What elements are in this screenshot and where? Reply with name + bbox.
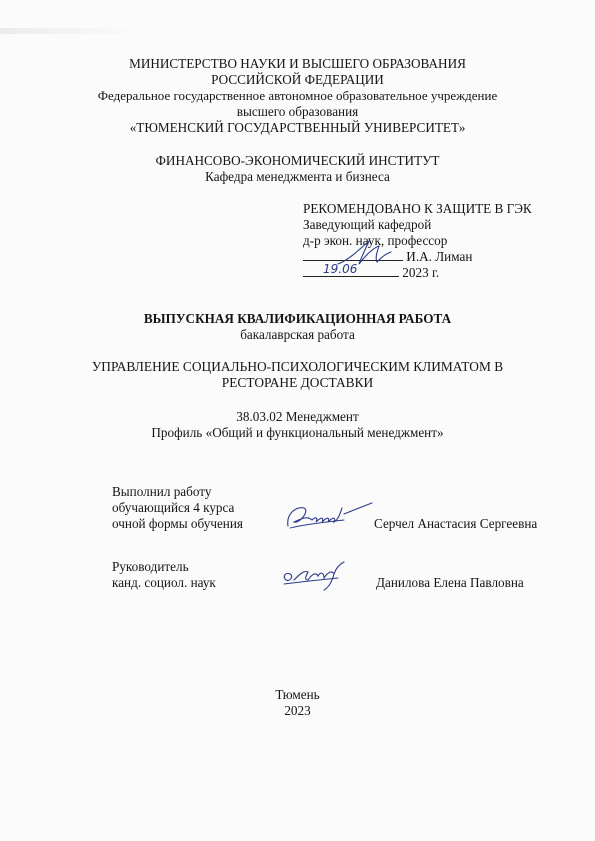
approval-role: Заведующий кафедрой [303, 217, 432, 232]
approval-date-handwritten: 19.06 [323, 262, 358, 276]
approval-title: РЕКОМЕНДОВАНО К ЗАЩИТЕ В ГЭК [303, 201, 532, 216]
approval-year: 2023 г. [402, 265, 440, 280]
approval-name: И.А. Лиман [406, 249, 473, 264]
supervisor-signature-icon [278, 558, 358, 592]
ministry-line-2: РОССИЙСКОЙ ФЕДЕРАЦИИ [211, 72, 384, 87]
ministry-line-1: МИНИСТЕРСТВО НАУКИ И ВЫСШЕГО ОБРАЗОВАНИЯ [129, 56, 466, 71]
author-label-3: очной формы обучения [112, 516, 243, 531]
supervisor-label-2: канд. социол. наук [112, 575, 216, 590]
approval-degree: д-р экон. наук, профессор [303, 233, 448, 248]
head-signature-icon [335, 238, 393, 268]
year: 2023 [284, 703, 311, 718]
work-title-line-2: РЕСТОРАНЕ ДОСТАВКИ [221, 375, 374, 390]
author-label-1: Выполнил работу [112, 484, 212, 499]
date-blank [303, 276, 399, 277]
work-type: ВЫПУСКНАЯ КВАЛИФИКАЦИОННАЯ РАБОТА [143, 311, 452, 326]
institute-name: ФИНАНСОВО-ЭКОНОМИЧЕСКИЙ ИНСТИТУТ [155, 153, 440, 168]
city: Тюмень [275, 687, 320, 702]
author-name: Серчел Анастасия Сергеевна [374, 516, 538, 531]
scan-artifact [0, 28, 140, 34]
author-signature-icon [282, 500, 374, 532]
work-code: 38.03.02 Менеджмент [236, 409, 359, 424]
university-name: «ТЮМЕНСКИЙ ГОСУДАРСТВЕННЫЙ УНИВЕРСИТЕТ» [129, 120, 466, 135]
work-subtype: бакалаврская работа [240, 327, 355, 342]
department-name: Кафедра менеджмента и бизнеса [205, 169, 390, 184]
institution-line-2: высшего образования [236, 104, 359, 119]
work-title-line-1: УПРАВЛЕНИЕ СОЦИАЛЬНО-ПСИХОЛОГИЧЕСКИМ КЛИМАТОМ В [91, 359, 504, 374]
author-label-2: обучающийся 4 курса [112, 500, 235, 515]
supervisor-name: Данилова Елена Павловна [376, 575, 524, 590]
work-profile: Профиль «Общий и функциональный менеджмент» [151, 425, 444, 440]
institution-line-1: Федеральное государственное автономное образовательное учреждение [97, 88, 498, 103]
supervisor-label-1: Руководитель [112, 559, 189, 574]
